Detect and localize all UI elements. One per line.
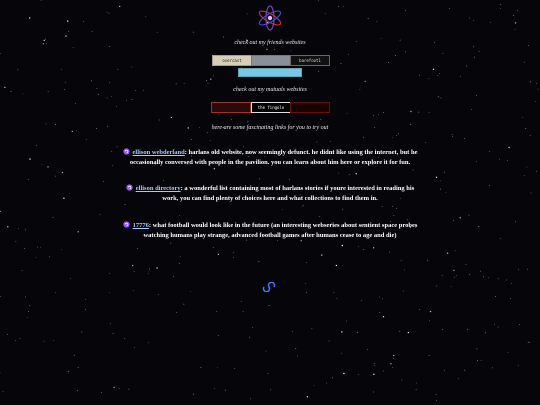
link-description: : a wonderful list containing most of harlans stories if youre interested in reading his work, you can find plenty of choices here and what collections to find them in. [162, 185, 415, 202]
link-entry [120, 221, 420, 241]
mutuals-heading: check out my mutuals websites [233, 87, 307, 93]
friends-heading: check out my friends websites [234, 40, 306, 46]
link-entry [120, 184, 420, 204]
link-ellison-webderland[interactable]: ellison webderland [132, 149, 185, 156]
link-17776[interactable]: 17776 [132, 222, 149, 229]
friend-button-4[interactable] [238, 68, 302, 77]
link-description: : what football would look like in the future (an interesting webseries about sentient space probes watching humans play strange, advanced football games after humans cease to age and die) [143, 222, 418, 239]
blue-spiral-icon [262, 282, 276, 292]
friend-button-3[interactable]: barefoot1 [290, 55, 330, 66]
links-heading: here are some fascinating links for you to try out [211, 125, 329, 131]
purple-spiral-icon [123, 148, 130, 155]
link-entry [120, 148, 420, 168]
purple-spiral-icon [123, 221, 130, 228]
purple-spiral-icon [126, 184, 133, 191]
atom-icon [256, 3, 284, 33]
friend-button-1[interactable]: overcast [212, 55, 252, 66]
mutual-button-1[interactable] [211, 102, 251, 113]
link-ellison-directory[interactable]: ellison directory [135, 185, 181, 192]
link-description: : harlans old website, now seemingly defunct. he didnt like using the internet, but he occasionally conversed with people in the pavilion. you can learn about him here or explore it for fun. [129, 149, 418, 166]
mutual-button-3[interactable] [290, 102, 330, 113]
mutual-button-2[interactable]: the fingolo [251, 102, 291, 113]
friend-button-2[interactable] [251, 55, 291, 66]
